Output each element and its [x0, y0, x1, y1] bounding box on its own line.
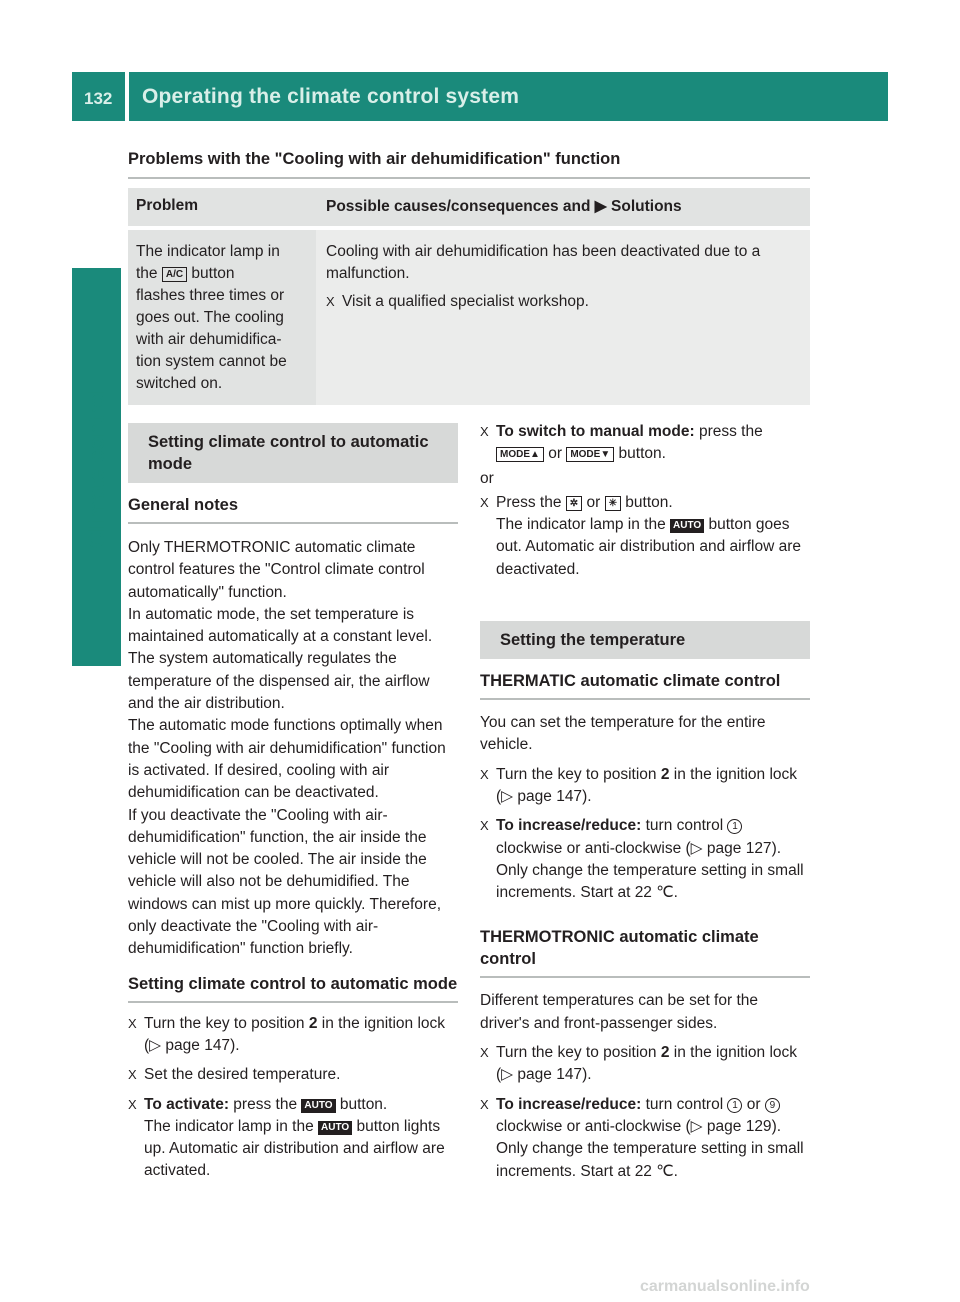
problems-rule	[128, 177, 810, 179]
step-text: Press the	[496, 493, 566, 511]
instruction-step	[480, 1042, 810, 1087]
auto-button-icon: AUTO	[318, 1121, 352, 1135]
step-arrow-icon: X	[128, 1015, 137, 1031]
problem-line: The indicator lamp in	[136, 243, 280, 260]
automatic-mode-rule	[128, 1001, 458, 1003]
col-solutions-text-b: Solutions	[606, 198, 682, 215]
page-reference-link[interactable]: page 147	[165, 1036, 231, 1054]
left-column	[128, 423, 458, 1183]
paragraph: You can set the temperature for the entire vehicle.	[480, 714, 766, 754]
ref-arrow-icon: ▷	[690, 839, 703, 857]
step-arrow-icon: X	[480, 1096, 489, 1112]
thermotronic-heading: THERMOTRONIC automatic climate control	[480, 928, 759, 969]
step-arrow-icon: X	[326, 294, 335, 309]
instruction-step	[128, 1064, 458, 1086]
thermatic-rule	[480, 698, 810, 700]
step-text: The indicator lamp in the	[144, 1117, 319, 1135]
page-reference-link[interactable]: page 129	[706, 1117, 772, 1135]
position-number: 2	[660, 1044, 670, 1062]
paragraph: Different temperatures can be set for the driver's and front-passenger sides.	[480, 992, 759, 1032]
problem-cell	[128, 230, 316, 405]
step-text: ). Only change the temperature setting in small increments. Start at 22 ℃.	[496, 839, 804, 902]
control-1-icon: 1	[727, 819, 742, 834]
problem-line	[136, 263, 308, 285]
step-text: Turn the key to position	[496, 765, 661, 783]
step-text: Turn the key to position	[496, 1044, 661, 1062]
step-text: or	[742, 1095, 765, 1113]
control-1-icon: 1	[727, 1098, 742, 1113]
problem-line-b: button	[187, 265, 235, 282]
header-divider	[125, 72, 129, 121]
position-number: 2	[660, 765, 670, 783]
chapter-label-text: Climate control	[83, 387, 109, 549]
step-text: or	[582, 493, 605, 511]
step-text: press the	[694, 423, 763, 440]
general-notes-heading: General notes	[128, 496, 239, 514]
step-text: ).	[582, 787, 592, 805]
page-reference-link[interactable]: page 147	[517, 787, 583, 805]
position-number: 2	[308, 1014, 318, 1032]
step-text: ).	[230, 1036, 240, 1054]
instruction-step	[480, 764, 810, 809]
step-arrow-icon: X	[480, 1045, 489, 1061]
page-reference-link[interactable]: page 127	[706, 839, 772, 857]
page-title: Operating the climate control system	[142, 85, 520, 108]
step-text: button lights up. Automatic air distribution and airflow are activated.	[144, 1117, 445, 1180]
section-band-automatic: Setting climate control to automatic mode	[128, 423, 458, 483]
problem-line: flashes three times or	[136, 287, 285, 304]
step-arrow-icon: X	[128, 1067, 137, 1083]
automatic-mode-heading: Setting climate control to automatic mode	[128, 974, 458, 993]
solution-arrow-icon: ▶	[594, 198, 607, 215]
step-text: button.	[614, 445, 666, 463]
mode-down-button-icon: MODE▼	[566, 447, 614, 462]
instruction-step	[480, 421, 810, 466]
step-text: Set the desired temperature.	[144, 1066, 341, 1084]
step-text: button goes out. Automatic air distribution and airflow are deactivated.	[496, 516, 801, 578]
instruction-step	[480, 815, 810, 904]
step-arrow-icon: X	[480, 494, 489, 510]
step-arrow-icon: X	[480, 424, 489, 439]
instruction-step	[480, 1094, 810, 1183]
watermark: carmanualsonline.info	[640, 1278, 810, 1295]
step-text: clockwise or anti-clockwise (	[496, 839, 691, 857]
step-arrow-icon: X	[128, 1096, 137, 1112]
page-header	[72, 72, 888, 121]
step-text: turn control	[641, 1095, 728, 1113]
right-column	[480, 421, 810, 1183]
paragraph: The automatic mode functions optimally when the "Cooling with air dehumidification" function is activated. If desired, cooling with air dehumidification can be deactivated.	[128, 717, 446, 802]
step-text: press the	[229, 1095, 302, 1113]
step-text: button.	[335, 1095, 388, 1113]
step-label: To increase/reduce:	[496, 817, 642, 835]
air-distribution-button-icon: ✳	[605, 496, 621, 511]
paragraph: Only THERMOTRONIC automatic climate control features the "Control climate control automatically" function.	[128, 539, 425, 601]
step-text: clockwise or anti-clockwise (	[496, 1117, 691, 1135]
cause-text: Cooling with air dehumidification has been deactivated due to a malfunction.	[326, 243, 761, 282]
auto-button-icon: AUTO	[670, 519, 704, 533]
step-arrow-icon: X	[480, 766, 489, 782]
col-problem: Problem	[128, 188, 316, 226]
page-reference-link[interactable]: page 147	[517, 1066, 583, 1084]
col-solutions-text-a: Possible causes/consequences and	[326, 198, 595, 215]
control-9-icon: 9	[765, 1098, 780, 1113]
instruction-step	[128, 1013, 458, 1058]
problems-table	[128, 188, 810, 405]
solution-step	[326, 291, 802, 313]
solution-text: Visit a qualified specialist workshop.	[342, 293, 589, 310]
ref-arrow-icon: ▷	[501, 1066, 514, 1084]
step-text: ). Only change the temperature setting in small increments. Start at 22 ℃.	[496, 1117, 804, 1180]
page-number: 132	[84, 89, 113, 108]
step-text: button.	[620, 493, 673, 511]
auto-button-icon: AUTO	[301, 1099, 335, 1113]
step-text: turn control	[641, 817, 728, 835]
airflow-button-icon: ✲	[566, 496, 582, 511]
solution-cell	[316, 230, 810, 405]
ac-button-icon: A/C	[162, 267, 187, 282]
paragraph: In automatic mode, the set temperature is maintained automatically at a constant level. The system automatically regulates the temperature of the dispensed air, the airflow and the air distribution.	[128, 605, 433, 713]
thermatic-heading: THERMATIC automatic climate control	[480, 672, 781, 691]
step-text: The indicator lamp in the	[496, 516, 671, 534]
step-text: or	[543, 445, 567, 463]
step-text: in the ignition lock (	[496, 1044, 798, 1084]
ref-arrow-icon: ▷	[501, 787, 514, 805]
problem-line: with air dehumidifica-	[136, 331, 282, 348]
step-text: in the ignition lock (	[144, 1014, 446, 1054]
step-arrow-icon: X	[480, 818, 489, 834]
section-band-temperature: Setting the temperature	[480, 621, 810, 659]
ref-arrow-icon: ▷	[690, 1117, 703, 1135]
table-row	[128, 230, 810, 405]
mode-up-button-icon: MODE▲	[496, 447, 544, 462]
general-notes-rule	[128, 522, 458, 524]
table-header-row	[128, 188, 810, 226]
problems-heading: Problems with the "Cooling with air dehumidification" function	[128, 150, 621, 168]
step-text: ).	[582, 1066, 592, 1084]
step-label: To activate:	[144, 1095, 229, 1113]
problem-line: switched on.	[136, 375, 223, 392]
thermotronic-rule	[480, 976, 810, 978]
problem-line: goes out. The cooling	[136, 309, 284, 326]
step-text: in the ignition lock (	[496, 765, 798, 805]
col-solutions	[316, 188, 810, 226]
problem-line: tion system cannot be	[136, 353, 287, 370]
problem-line-a: the	[136, 265, 162, 282]
step-text: Turn the key to position	[144, 1014, 309, 1032]
step-label: To increase/reduce:	[496, 1095, 642, 1113]
instruction-step	[480, 492, 810, 581]
step-label: To switch to manual mode:	[496, 423, 695, 440]
paragraph: If you deactivate the "Cooling with air-dehumidification" function, the air inside the vehicle will not be cooled. The air inside the vehicle will also not be dehumidified. The windows can mist up more quickly. Therefore, only deactivate the "Cooling with air-dehumidification" function briefly.	[128, 806, 441, 958]
instruction-step	[128, 1094, 458, 1183]
ref-arrow-icon: ▷	[149, 1036, 162, 1054]
or-text: or	[480, 469, 494, 487]
